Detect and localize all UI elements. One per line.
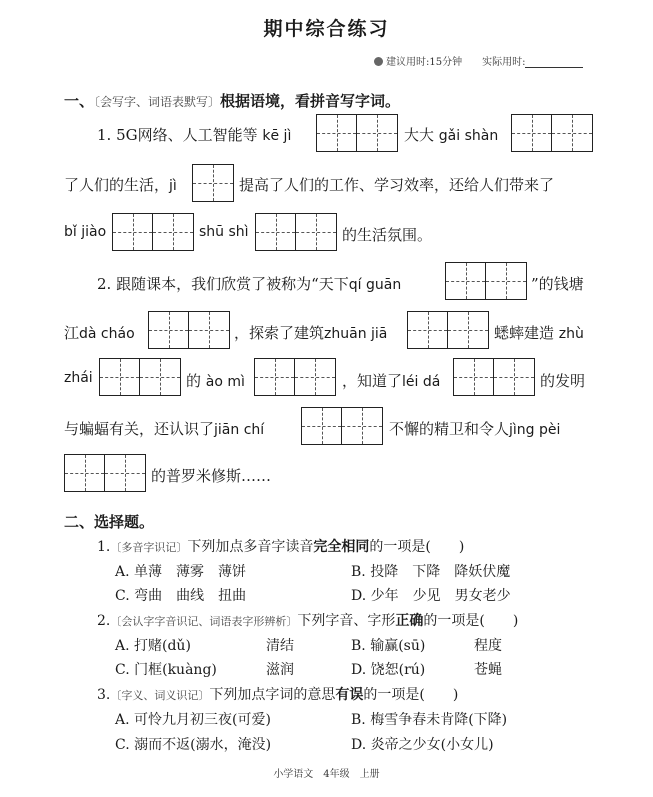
pinyin-shushi: shū shì — [199, 224, 249, 240]
p2-text-2: ”的钱塘 — [531, 275, 584, 293]
q3-tag: 〔字义、词义识记〕 — [110, 689, 210, 702]
answer-grid-zhai[interactable] — [99, 358, 181, 396]
answer-grid-qiguan[interactable] — [445, 262, 527, 300]
answer-grid-gaishan[interactable] — [511, 114, 593, 152]
p2-text-5: 蟋蟀建造 zhù — [494, 324, 584, 342]
q2-option-b-word: 程度 — [474, 638, 502, 654]
section2-heading: 二、选择题。 — [64, 513, 155, 531]
q2-option-b[interactable]: B. 输赢(sū) — [351, 638, 426, 654]
time-info — [374, 53, 583, 68]
q1-option-a[interactable]: A. 单薄 薄雾 薄饼 — [115, 564, 247, 580]
answer-grid-zhuanjia[interactable] — [407, 311, 489, 349]
actual-time-label: 实际用时: — [482, 57, 526, 68]
answer-grid-ji[interactable] — [192, 164, 234, 202]
suggested-time: 建议用时:15分钟 — [386, 57, 463, 68]
actual-time-blank[interactable] — [525, 57, 583, 68]
p2-text-11: 的普罗米修斯…… — [151, 467, 272, 485]
p2-text-1: 2. 跟随课本，我们欣赏了被称为“天下qí guān — [97, 275, 402, 293]
answer-grid-leida[interactable] — [453, 358, 535, 396]
p2-text-8: 的发明 — [540, 372, 586, 390]
answer-grid-aomi[interactable] — [254, 358, 336, 396]
answer-grid-jianchi[interactable] — [301, 407, 383, 445]
pinyin-qiguan: qí guān — [348, 277, 402, 293]
section1-tag: 〔会写字、词语表默写〕 — [94, 95, 221, 109]
q1-option-c[interactable]: C. 弯曲 曲线 扭曲 — [115, 588, 247, 604]
answer-grid-jingpei[interactable] — [64, 454, 146, 492]
question-3: 3.〔字义、词义识记〕下列加点字词的意思有误的一项是( ) — [97, 687, 459, 703]
p2-text-4: ，探索了建筑zhuān jiā — [234, 324, 388, 342]
q2-option-c-word: 滋润 — [266, 662, 294, 678]
q3-option-a[interactable]: A. 可怜九月初三夜(可爱) — [115, 712, 271, 728]
answer-grid-keji[interactable] — [316, 114, 398, 152]
q3-option-b[interactable]: B. 梅雪争春未肯降(下降) — [351, 712, 508, 728]
page-footer: 小学语文 4年级 上册 — [273, 769, 380, 780]
pinyin-jianchi: jiān chí — [214, 422, 265, 438]
pinyin-aomi: ào mì — [205, 374, 245, 390]
pinyin-zhai: zhái — [64, 370, 93, 386]
q3-option-d[interactable]: D. 炎帝之少女(小女儿) — [351, 737, 494, 753]
p1-text-2: 大大 gǎi shàn — [404, 126, 499, 144]
pinyin-bijiao: bǐ jiào — [64, 224, 107, 240]
p2-text-9: 与蝙蝠有关，还认识了jiān chí — [64, 420, 265, 438]
pinyin-gaishan: gǎi shàn — [438, 128, 499, 144]
question-1: 1.〔多音字识记〕下列加点多音字读音完全相同的一项是( ) — [97, 539, 465, 555]
page-title: 期中综合练习 — [263, 18, 390, 40]
q2-option-c[interactable]: C. 门框(kuàng) — [115, 662, 217, 678]
answer-grid-bijiao[interactable] — [112, 213, 194, 251]
q2-option-d-word: 苍蝇 — [474, 662, 502, 678]
pinyin-zhuanjia: zhuān jiā — [324, 326, 388, 342]
p1-text-3: 了人们的生活，jì — [64, 176, 177, 194]
answer-grid-shushi[interactable] — [255, 213, 337, 251]
q2-option-d[interactable]: D. 饶恕(rú) — [351, 662, 426, 678]
q1-option-b[interactable]: B. 投降 下降 降妖伏魔 — [351, 564, 511, 580]
answer-grid-dachao[interactable] — [148, 311, 230, 349]
section1-heading: 一、〔会写字、词语表默写〕根据语境，看拼音写字词。 — [64, 92, 401, 110]
pinyin-leida: léi dá — [402, 374, 441, 390]
q3-option-c[interactable]: C. 溺而不返(溺水，淹没) — [115, 737, 272, 753]
pinyin-ji: jì — [169, 178, 177, 194]
pinyin-keji: kē jì — [262, 128, 292, 144]
pinyin-zhu: zhù — [558, 326, 584, 342]
q1-option-d[interactable]: D. 少年 少见 男女老少 — [351, 588, 511, 604]
p2-text-6: 的 ào mì — [186, 372, 245, 390]
pinyin-dachao: dà cháo — [79, 326, 135, 342]
q2-option-a[interactable]: A. 打赌(dǔ) — [115, 638, 191, 654]
q2-tag: 〔会认字字音识记、词语表字形辨析〕 — [110, 615, 298, 628]
question-2: 2.〔会认字字音识记、词语表字形辨析〕下列字音、字形正确的一项是( ) — [97, 613, 519, 629]
p1-text-1: 1. 5G网络、人工智能等 kē jì — [97, 126, 292, 144]
p1-text-4: 提高了人们的工作、学习效率，还给人们带来了 — [239, 176, 555, 194]
p2-text-7: ，知道了léi dá — [342, 372, 441, 390]
p2-text-3: 江dà cháo — [64, 324, 135, 342]
pinyin-jingpei: jìng pèi — [509, 422, 561, 438]
p2-text-10: 不懈的精卫和令人jìng pèi — [389, 420, 561, 438]
q2-option-a-word: 清结 — [266, 638, 294, 654]
clock-icon — [374, 57, 383, 66]
q1-tag: 〔多音字识记〕 — [110, 541, 188, 554]
p1-text-5: 的生活氛围。 — [342, 226, 433, 244]
